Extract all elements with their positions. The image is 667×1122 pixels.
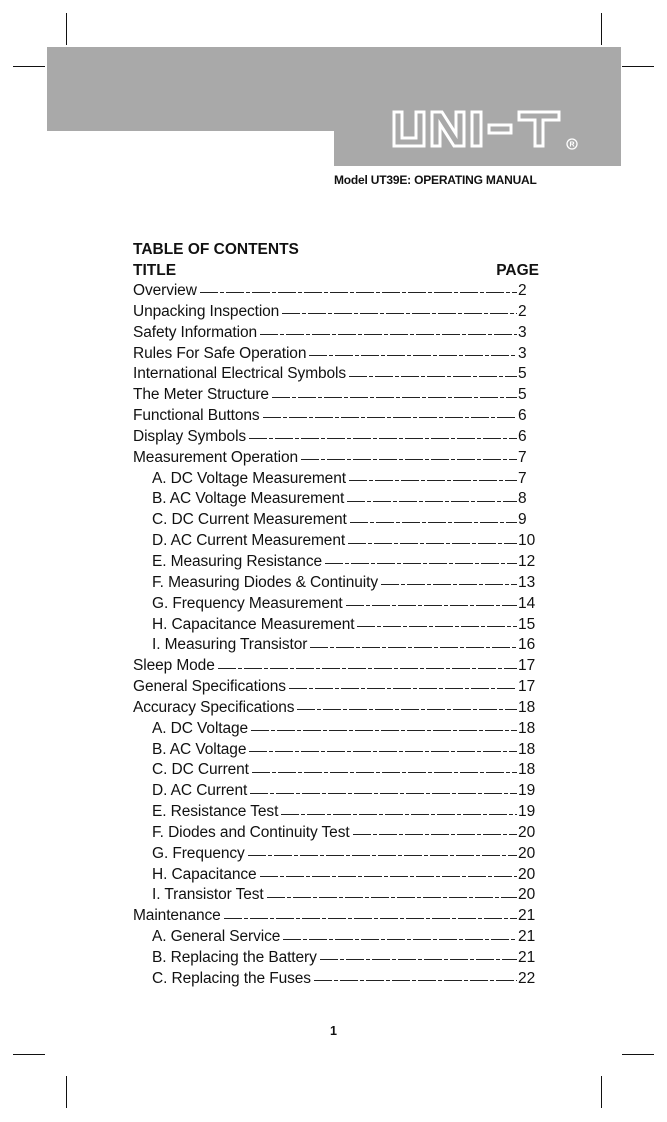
toc-dash-leader bbox=[260, 334, 517, 335]
toc-dash-leader bbox=[357, 626, 517, 627]
toc-entry-page: 3 bbox=[518, 323, 527, 341]
toc-column-headers bbox=[133, 260, 539, 281]
toc-entry-title: Accuracy Specifications bbox=[133, 698, 295, 716]
uni-t-logo bbox=[392, 108, 582, 158]
toc-entry[interactable] bbox=[133, 823, 539, 844]
toc-entry[interactable] bbox=[133, 427, 539, 448]
toc-entry[interactable] bbox=[133, 927, 539, 948]
toc-entry-title: Safety Information bbox=[133, 323, 257, 341]
toc-entry[interactable] bbox=[133, 510, 539, 531]
crop-mark-top-right bbox=[601, 13, 602, 45]
toc-entry-page: 7 bbox=[518, 469, 527, 487]
toc-entry-title: I. Measuring Transistor bbox=[152, 636, 308, 654]
svg-text:R: R bbox=[569, 141, 575, 149]
toc-entry[interactable] bbox=[133, 573, 539, 594]
toc-entry[interactable] bbox=[133, 448, 539, 469]
crop-mark-top-left bbox=[66, 13, 67, 45]
toc-dash-leader bbox=[250, 793, 517, 794]
toc-dash-leader bbox=[252, 772, 517, 773]
toc-entry-page: 9 bbox=[518, 511, 527, 529]
toc-entry-page: 20 bbox=[518, 886, 536, 904]
toc-entry-title: B. AC Voltage Measurement bbox=[152, 490, 345, 508]
toc-dash-leader bbox=[314, 980, 517, 981]
toc-entry-title: Overview bbox=[133, 282, 197, 299]
toc-entry[interactable] bbox=[133, 385, 539, 406]
crop-mark-bottom-right-h bbox=[622, 1054, 654, 1055]
toc-entry[interactable] bbox=[133, 302, 539, 323]
toc-entry-title: I. Transistor Test bbox=[152, 886, 264, 904]
toc-entry[interactable] bbox=[133, 865, 539, 886]
toc-dash-leader bbox=[346, 605, 517, 606]
toc-entry[interactable] bbox=[133, 802, 539, 823]
toc-entry-page: 20 bbox=[518, 823, 536, 841]
toc-entry-page: 14 bbox=[518, 594, 536, 612]
toc-dash-leader bbox=[283, 939, 517, 940]
toc-entry[interactable] bbox=[133, 760, 539, 781]
toc-entry-page: 18 bbox=[518, 761, 536, 779]
toc-entry[interactable] bbox=[133, 323, 539, 344]
toc-entry[interactable] bbox=[133, 615, 539, 636]
toc-entry[interactable] bbox=[133, 719, 539, 740]
toc-dash-leader bbox=[282, 313, 517, 314]
toc-entry-title: C. DC Current bbox=[152, 761, 249, 779]
toc-entry[interactable] bbox=[133, 948, 539, 969]
toc-entry[interactable] bbox=[133, 698, 539, 719]
toc-dash-leader bbox=[309, 355, 517, 356]
crop-mark-bottom-right bbox=[601, 1076, 602, 1108]
toc-entry-title: A. DC Voltage bbox=[152, 719, 249, 737]
toc-entry-title: Unpacking Inspection bbox=[133, 302, 280, 320]
toc-entry-title: H. Capacitance Measurement bbox=[152, 615, 355, 633]
toc-entry-page: 18 bbox=[518, 698, 536, 716]
toc-entry-page: 15 bbox=[518, 615, 536, 633]
toc-dash-leader bbox=[281, 814, 517, 815]
toc-entry-page: 2 bbox=[518, 282, 527, 299]
table-of-contents bbox=[133, 239, 539, 990]
toc-entry-page: 17 bbox=[518, 678, 536, 696]
toc-entry-page: 18 bbox=[518, 719, 536, 737]
toc-entry-page: 16 bbox=[518, 636, 536, 654]
toc-dash-leader bbox=[249, 751, 517, 752]
toc-entry[interactable] bbox=[133, 844, 539, 865]
toc-dash-leader bbox=[272, 397, 517, 398]
toc-entry-title: F. Measuring Diodes & Continuity bbox=[152, 573, 378, 591]
toc-entry-page: 5 bbox=[518, 365, 527, 383]
toc-entry-page: 19 bbox=[518, 803, 536, 821]
toc-entry-title: International Electrical Symbols bbox=[133, 365, 347, 383]
toc-entry[interactable] bbox=[133, 740, 539, 761]
toc-entry-title: A. General Service bbox=[152, 928, 281, 946]
toc-entry[interactable] bbox=[133, 635, 539, 656]
toc-dash-leader bbox=[350, 522, 517, 523]
toc-entry-title: D. AC Current bbox=[152, 782, 248, 800]
toc-dash-leader bbox=[249, 438, 517, 439]
toc-entry-page: 3 bbox=[518, 344, 527, 362]
toc-dash-leader bbox=[310, 647, 517, 648]
toc-entry-title: C. Replacing the Fuses bbox=[152, 969, 311, 987]
toc-dash-leader bbox=[301, 459, 517, 460]
toc-dash-leader bbox=[325, 563, 517, 564]
toc-entry-page: 20 bbox=[518, 844, 536, 862]
toc-dash-leader bbox=[347, 501, 517, 502]
toc-dash-leader bbox=[248, 855, 517, 856]
toc-dash-leader bbox=[260, 876, 517, 877]
toc-entry-title: General Specifications bbox=[133, 678, 286, 696]
toc-dash-leader bbox=[224, 918, 517, 919]
toc-entry-title: A. DC Voltage Measurement bbox=[152, 469, 346, 487]
toc-dash-leader bbox=[289, 688, 517, 689]
toc-entry-title: Maintenance bbox=[133, 907, 221, 925]
toc-dash-leader bbox=[349, 480, 517, 481]
toc-entry-page: 6 bbox=[518, 407, 527, 425]
toc-entry-title: Measurement Operation bbox=[133, 448, 299, 466]
toc-list bbox=[133, 281, 539, 990]
toc-entry[interactable] bbox=[133, 552, 539, 573]
toc-entry-page: 6 bbox=[518, 427, 527, 445]
toc-entry-page: 22 bbox=[518, 969, 536, 987]
toc-entry[interactable] bbox=[133, 885, 539, 906]
toc-page-column-header: PAGE bbox=[496, 262, 539, 279]
toc-entry[interactable] bbox=[133, 469, 539, 490]
toc-entry[interactable] bbox=[133, 364, 539, 385]
toc-entry[interactable] bbox=[133, 489, 539, 510]
crop-mark-top-left-h bbox=[13, 66, 45, 67]
toc-entry[interactable] bbox=[133, 906, 539, 927]
toc-entry-title: G. Frequency bbox=[152, 844, 245, 862]
toc-entry-page: 21 bbox=[518, 907, 536, 925]
toc-entry-page: 17 bbox=[518, 657, 536, 675]
toc-entry-title: Display Symbols bbox=[133, 427, 247, 445]
toc-entry[interactable] bbox=[133, 406, 539, 427]
toc-entry[interactable] bbox=[133, 281, 539, 302]
toc-entry-page: 8 bbox=[518, 490, 527, 508]
crop-mark-bottom-left bbox=[66, 1076, 67, 1108]
toc-entry[interactable] bbox=[133, 656, 539, 677]
toc-entry-title: C. DC Current Measurement bbox=[152, 511, 347, 529]
toc-entry-title: H. Capacitance bbox=[152, 865, 257, 883]
toc-dash-leader bbox=[218, 668, 517, 669]
toc-entry[interactable] bbox=[133, 781, 539, 802]
toc-entry-page: 2 bbox=[518, 302, 527, 320]
toc-entry[interactable] bbox=[133, 969, 539, 990]
toc-entry-title: The Meter Structure bbox=[133, 386, 269, 404]
toc-entry[interactable] bbox=[133, 344, 539, 365]
toc-entry-title: B. Replacing the Battery bbox=[152, 949, 317, 966]
toc-entry-title: E. Measuring Resistance bbox=[152, 552, 323, 570]
toc-dash-leader bbox=[263, 417, 517, 418]
toc-entry-title: B. AC Voltage bbox=[152, 740, 247, 758]
toc-entry-title: D. AC Current Measurement bbox=[152, 532, 346, 550]
toc-dash-leader bbox=[267, 897, 517, 898]
toc-heading: TABLE OF CONTENTS bbox=[133, 241, 299, 258]
toc-dash-leader bbox=[353, 834, 517, 835]
toc-entry-title: E. Resistance Test bbox=[152, 803, 279, 821]
toc-entry-title: Functional Buttons bbox=[133, 407, 260, 425]
toc-entry[interactable] bbox=[133, 677, 539, 698]
toc-entry-title: Sleep Mode bbox=[133, 657, 215, 675]
crop-mark-top-right-h bbox=[622, 66, 654, 67]
toc-entry-page: 7 bbox=[518, 448, 527, 466]
toc-entry-page: 20 bbox=[518, 865, 536, 883]
model-line: Model UT39E: OPERATING MANUAL bbox=[334, 173, 537, 187]
toc-dash-leader bbox=[381, 584, 517, 585]
toc-entry-page: 5 bbox=[518, 386, 527, 404]
toc-dash-leader bbox=[349, 376, 517, 377]
toc-entry[interactable] bbox=[133, 594, 539, 615]
toc-dash-leader bbox=[297, 709, 517, 710]
crop-mark-bottom-left-h bbox=[13, 1054, 45, 1055]
toc-entry-page: 18 bbox=[518, 740, 536, 758]
toc-entry-title: F. Diodes and Continuity Test bbox=[152, 823, 350, 841]
toc-dash-leader bbox=[200, 292, 517, 293]
page-number: 1 bbox=[330, 1024, 337, 1038]
toc-entry-page: 13 bbox=[518, 573, 536, 591]
toc-entry-page: 21 bbox=[518, 949, 536, 966]
toc-entry-page: 12 bbox=[518, 552, 536, 570]
toc-entry[interactable] bbox=[133, 531, 539, 552]
toc-dash-leader bbox=[348, 543, 517, 544]
toc-dash-leader bbox=[251, 730, 517, 731]
toc-entry-title: G. Frequency Measurement bbox=[152, 594, 343, 612]
toc-entry-page: 10 bbox=[518, 532, 536, 550]
toc-title-column-header: TITLE bbox=[133, 262, 177, 279]
toc-dash-leader bbox=[320, 959, 517, 960]
toc-entry-page: 19 bbox=[518, 782, 536, 800]
toc-entry-title: Rules For Safe Operation bbox=[133, 344, 307, 362]
toc-entry-page: 21 bbox=[518, 928, 536, 946]
